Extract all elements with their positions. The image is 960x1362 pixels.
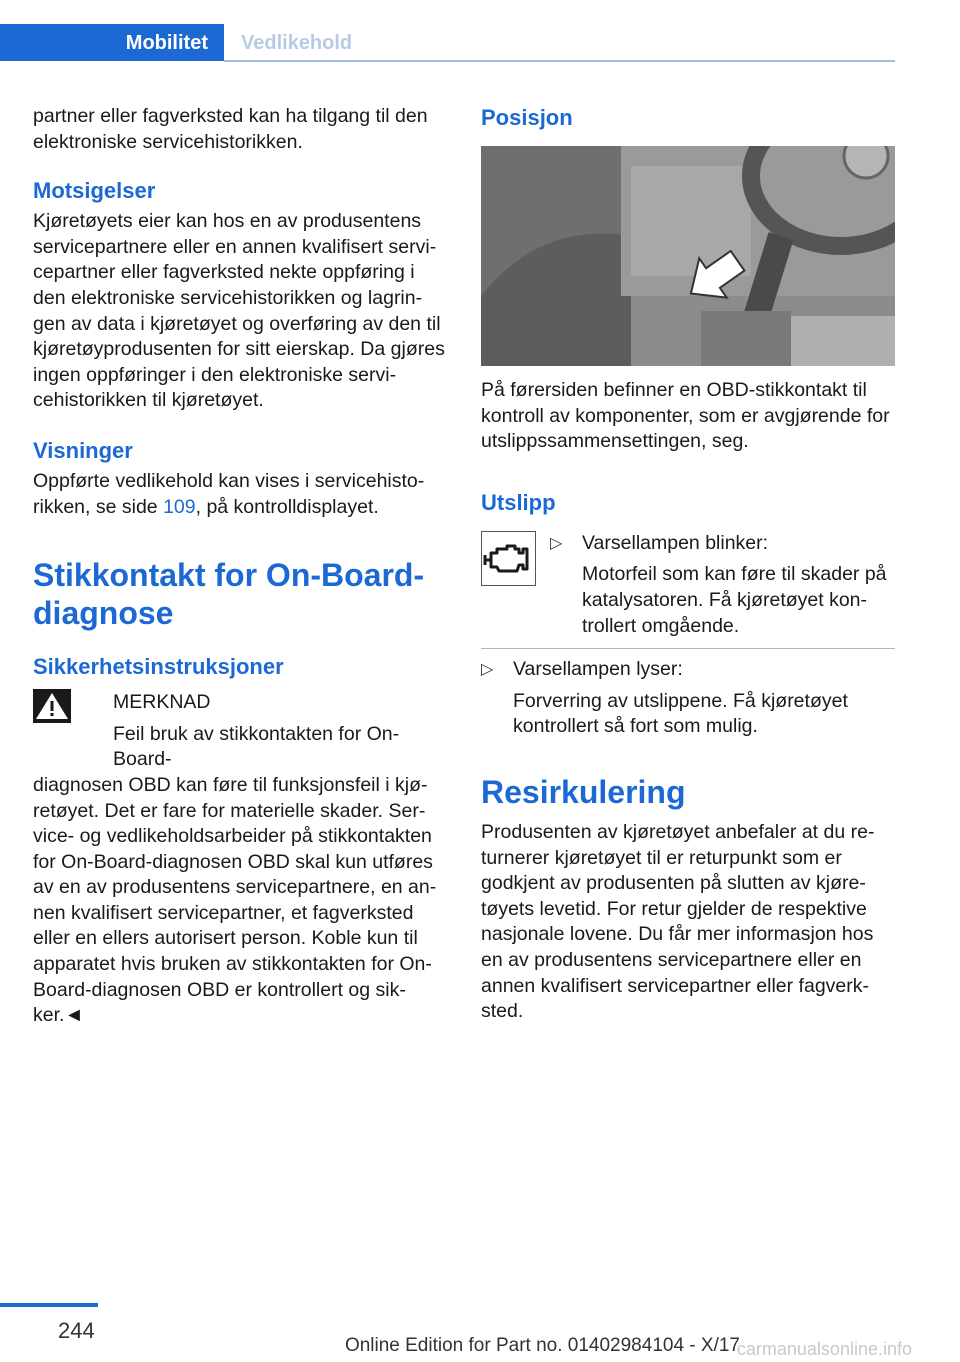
posisjon-paragraph: På førersiden befinner en OBD-stikkontakt til kontroll av komponenter, som er avgjørende for utslippssammensettingen, seg. (481, 379, 890, 453)
bullet-triangle-icon: ▷ (481, 661, 494, 679)
edition-text: Online Edition for Part no. 01402984104 - X/17 (344, 1335, 740, 1356)
motsigelser-paragraph: Kjøretøyets eier kan hos en av produsentens servicepartnere eller en annen kvalifisert servicepartner eller fagverksted nekte oppføring i den elektroniske servicehistorikken og lagringen av data i kjøretøyet og overføring av den til kjøretøyprodusenten for sitt eierskap. Da gjøres ingen oppføringer i den elektroniske servicehistorikken til kjøretøyet. (33, 210, 445, 412)
sikkerhet-heading: Sikkerhetsinstruksjoner (33, 654, 284, 680)
bullet-triangle-icon: ▷ (550, 534, 563, 552)
right-column (481, 104, 895, 1025)
bullet-item (550, 531, 895, 639)
watermark: carmanualsonline.info (736, 1339, 912, 1359)
chapter-tabs (0, 24, 895, 62)
page-link[interactable]: 109 (163, 495, 196, 518)
left-column (33, 104, 448, 1029)
warning-text: diagnosen OBD kan føre til funksjonsfeil i kjøretøyet. Det er fare for materielle skader. Service- og vedlikeholdsarbeider på stikkontakten for On-Board-diagnosen OBD skal kun utføres av en av produsentens servicepartnere, en annen kvalifisert servicepartner, et fagverksted eller en ellers autorisert person. Koble kun til apparatet hvis bruken av stikkontakten for On-Board-diagnosen OBD er kontrollert og sikker.◄ (33, 773, 437, 1027)
bullet-title: Varsellampen blinker: (582, 531, 769, 554)
intro-paragraph: partner eller fagverksted kan ha tilgang til den elektroniske servicehistorikken. (33, 105, 428, 153)
obd-location-photo (481, 146, 895, 366)
resirkulering-paragraph: Produsenten av kjøretøyet anbefaler at du returnerer kjøretøyet til er returpunkt som er godkjent av produsenten på slutten av kjøretøyets levetid. For retur gjelder de respektive nasjonale lovene. Du får mer informasjon hos en av produsentens servicepartnere eller en annen kvalifisert servicepartner eller fagverksted. (481, 820, 875, 1023)
utslipp-bullets (550, 531, 895, 639)
warning-first-line: Feil bruk av stikkontakten for On-Board- (113, 722, 400, 771)
posisjon-heading: Posisjon (481, 105, 573, 130)
visninger-heading: Visninger (33, 437, 133, 463)
resirkulering-heading: Resirkulering (481, 773, 686, 810)
utslipp-content (481, 531, 895, 639)
page-number: 244 (58, 1318, 95, 1343)
footer-rule (0, 1303, 98, 1307)
section-title: Stikkontakt for On-Board-diagnose (33, 557, 425, 632)
bullet-separator (481, 648, 895, 649)
header-rule (224, 60, 895, 62)
warning-triangle-icon (33, 689, 71, 723)
bullet-title: Varsellampen lyser: (513, 658, 683, 681)
visninger-paragraph: Oppførte vedlikehold kan vises i servicehistorikken, se side 109, på kontrolldisplayet. (33, 469, 425, 518)
bullet-item (481, 657, 895, 740)
bullet-text: Forverring av utslippene. Få kjøretøyet kontrollert så fort som mulig. (513, 689, 848, 738)
tab-mobilitet: Mobilitet (0, 24, 224, 61)
motsigelser-heading: Motsigelser (33, 178, 156, 204)
tab-vedlikehold: Vedlikehold (241, 32, 353, 54)
warning-block (33, 687, 448, 773)
utslipp-heading: Utslipp (481, 489, 556, 515)
bullet-text: Motorfeil som kan føre til skader på katalysatoren. Få kjøretøyet kontrollert omgående. (582, 563, 887, 637)
engine-warning-icon (481, 531, 536, 586)
warning-label: MERKNAD (113, 691, 211, 714)
